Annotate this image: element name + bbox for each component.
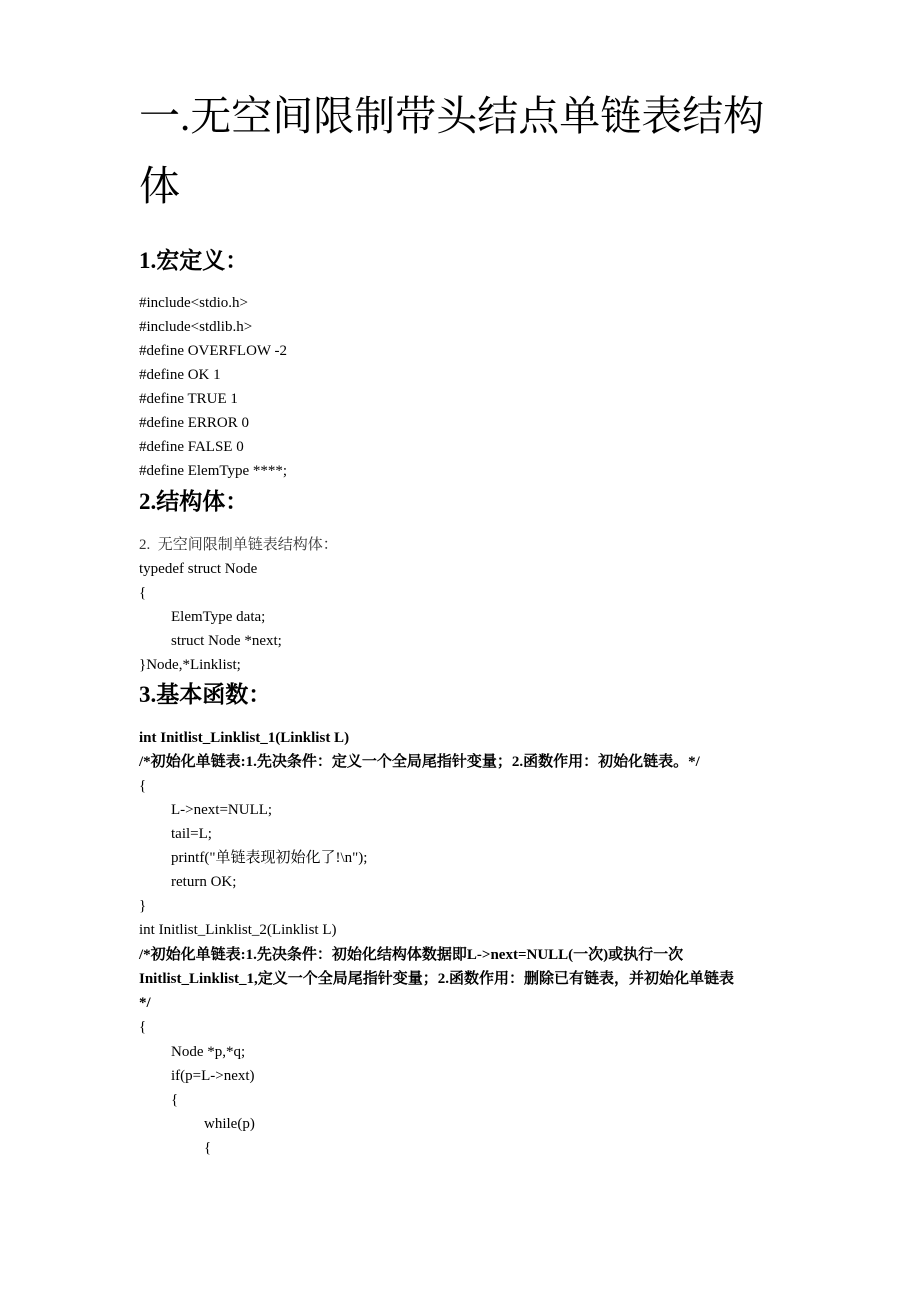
code-line: }Node,*Linklist; <box>139 657 241 673</box>
function-signature: int Initlist_Linklist_2(Linklist L) <box>139 922 337 938</box>
code-line: #define OVERFLOW -2 <box>139 343 288 359</box>
code-line: #include<stdio.h> <box>139 295 248 311</box>
code-comment-line: /*初始化单链表:1.先决条件：定义一个全局尾指针变量；2.函数作用：初始化链表。*/ <box>139 754 700 770</box>
code-comment-line: Initlist_Linklist_1,定义一个全局尾指针变量；2.函数作用：删除已有链表，并初始化单链表 <box>139 971 735 987</box>
code-line: L->next=NULL; <box>171 802 273 818</box>
code-comment-line: /*初始化单链表:1.先决条件：初始化结构体数据即L->next=NULL(一次)或执行一次 <box>139 947 684 963</box>
code-line: { <box>139 1019 147 1035</box>
code-line: Node *p,*q; <box>171 1044 246 1060</box>
code-line: { <box>171 1092 179 1108</box>
code-line: if(p=L->next) <box>171 1068 255 1084</box>
code-line: { <box>139 778 147 794</box>
code-line: typedef struct Node <box>139 561 258 577</box>
struct-heading: 2.结构体： <box>139 489 249 514</box>
code-line: while(p) <box>204 1116 255 1132</box>
code-line: tail=L; <box>171 826 212 842</box>
code-line: #define FALSE 0 <box>139 439 244 455</box>
code-line: #include<stdlib.h> <box>139 319 253 335</box>
code-line: #define TRUE 1 <box>139 391 238 407</box>
code-comment-line: 2. 无空间限制单链表结构体： <box>139 537 338 553</box>
function-signature: int Initlist_Linklist_1(Linklist L) <box>139 730 350 746</box>
code-comment-line: */ <box>139 995 151 1011</box>
code-line: #define OK 1 <box>139 367 221 383</box>
code-line: struct Node *next; <box>171 633 282 649</box>
code-line: { <box>139 585 147 601</box>
code-line: printf("单链表现初始化了!\n"); <box>171 850 368 866</box>
code-line: return OK; <box>171 874 237 890</box>
document-title-line-2: 体 <box>139 163 180 209</box>
macro-heading: 1.宏定义： <box>139 248 249 273</box>
document-title-line-1: 一.无空间限制带头结点单链表结构 <box>139 93 765 139</box>
code-line: #define ERROR 0 <box>139 415 249 431</box>
code-line: #define ElemType ****; <box>139 463 288 479</box>
code-line: { <box>204 1140 212 1156</box>
code-line: ElemType data; <box>171 609 266 625</box>
code-line: } <box>139 898 147 914</box>
functions-heading: 3.基本函数： <box>139 682 272 707</box>
